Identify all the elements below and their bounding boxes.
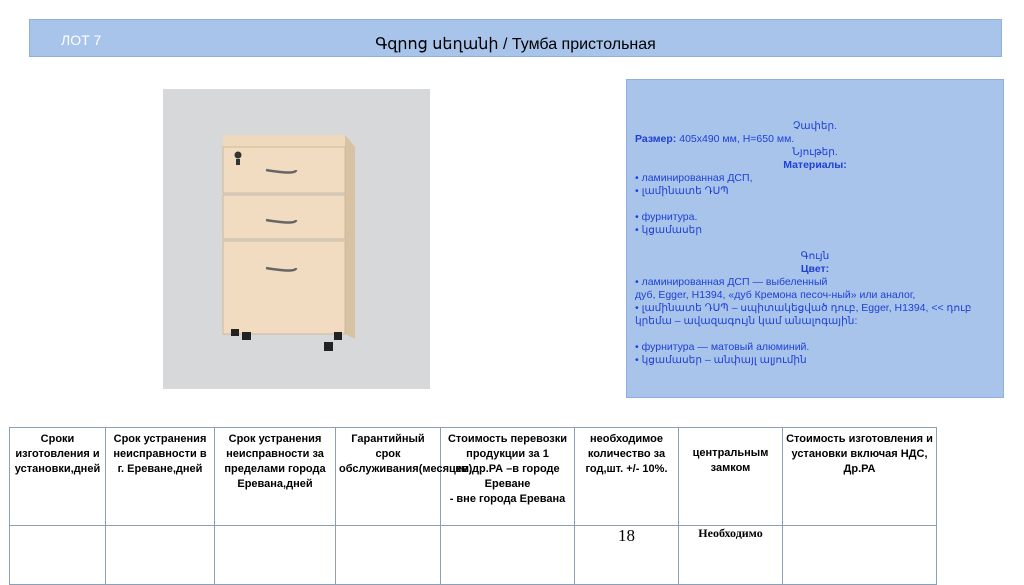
- column-header: необходимое количество за год,шт. +/- 10%.: [575, 428, 679, 526]
- drawer-cabinet-image: [163, 89, 430, 389]
- central-lock-cell: Необходимо: [679, 526, 783, 585]
- product-photo: [163, 89, 430, 389]
- column-header: центральным замком: [679, 428, 783, 526]
- specification-panel: [626, 79, 1004, 398]
- quantity-cell: 18: [575, 526, 679, 585]
- column-header: Сроки изготовления и установки,дней: [10, 428, 106, 526]
- title-bar: [29, 19, 1002, 57]
- color-line: • լամինատե ԴՍՊ – սպիտակեցված դուբ, Egger, H1394, << դուբ: [635, 302, 972, 314]
- lot-number: ЛОТ 7: [61, 32, 102, 48]
- color-heading: Цвет:: [800, 263, 830, 275]
- size-label: Размер:: [635, 133, 677, 145]
- column-header: Стоимость изготовления и установки включая НДС, Др.РА: [783, 428, 937, 526]
- column-header: Гарантийный срок обслуживания(месяцев): [336, 428, 441, 526]
- color-line: дуб, Egger, H1394, «дуб Кремона песоч-ный» или аналог,: [635, 289, 916, 301]
- column-header: Срок устранения неисправности в г. Ереване,дней: [106, 428, 215, 526]
- materials-heading-am: Նյութեր.: [792, 146, 838, 158]
- color-line: • ламинированная ДСП — выбеленный: [635, 276, 828, 288]
- column-header: Срок устранения неисправности за пределами города Еревана,дней: [215, 428, 336, 526]
- page-title: Գզրոց սեղանի / Тумба пристольная: [375, 36, 656, 53]
- color-line: կրեմա – ավազագույն կամ անալոգային:: [635, 315, 858, 327]
- color-line: • фурнитура — матовый алюминий.: [635, 341, 810, 353]
- size-value: 405х490 мм, Н=650 мм.: [676, 133, 795, 145]
- material-item: • լամինատե ԴՍՊ: [635, 185, 729, 197]
- materials-heading: Материалы:: [783, 159, 847, 171]
- requirements-table: [9, 427, 937, 585]
- size-line: [635, 133, 995, 146]
- material-item: • фурнитура.: [635, 211, 698, 223]
- color-line: • կցամասեր – անփայլ ալյումին: [635, 354, 807, 366]
- column-header: Стоимость перевозки продукции за 1 км,др.РА –в городе Ереване - вне города Еревана: [441, 428, 575, 526]
- material-item: • ламинированная ДСП,: [635, 172, 753, 184]
- material-item: • կցամասեր: [635, 224, 702, 236]
- color-heading-am: Գույն: [800, 250, 830, 262]
- size-heading-am: Չափեր.: [792, 120, 838, 132]
- table-header-row: [10, 428, 937, 526]
